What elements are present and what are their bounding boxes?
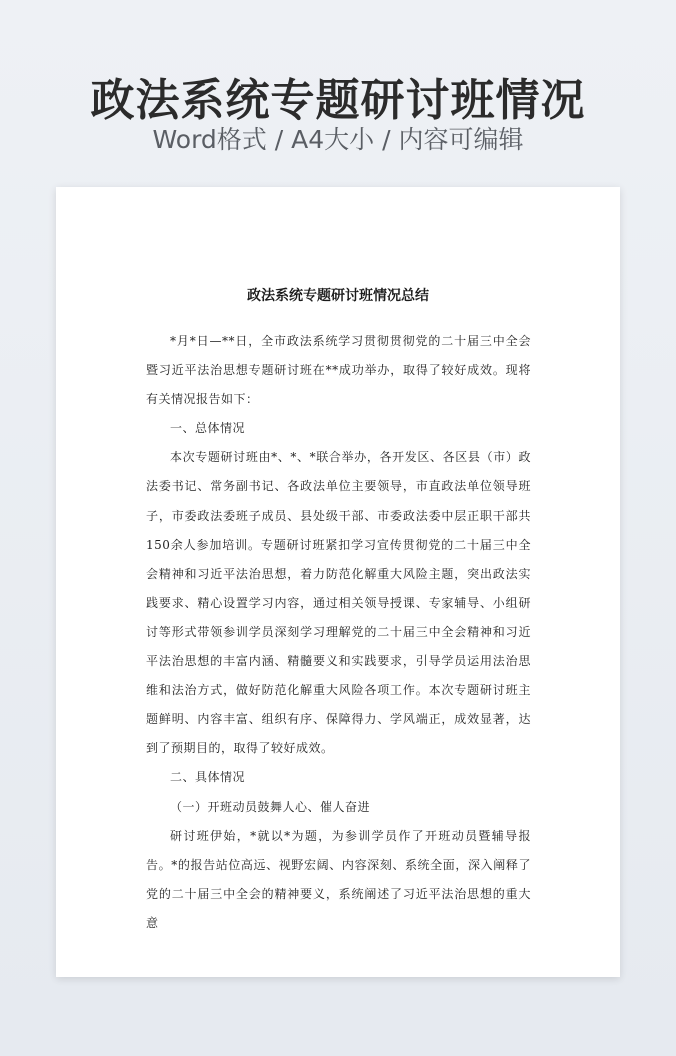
section-heading: 二、具体情况 xyxy=(170,770,246,785)
body-paragraph: 研讨班伊始，*就以*为题，为参训学员作了开班动员暨辅导报告。*的报告站位高远、视野宏阔、内容深刻、系统全面，深入阐释了党的二十届三中全会的精神要义，系统阐述了习近平法治思想的重大意 xyxy=(146,828,531,930)
banner-title: 政法系统专题研讨班情况 xyxy=(90,75,586,126)
intro-paragraph: *月*日—**日，全市政法系统学习贯彻贯彻党的二十届三中全会暨习近平法治思想专题研讨班在**成功举办，取得了较好成效。现将有关情况报告如下： xyxy=(146,334,531,407)
document-title: 政法系统专题研讨班情况总结 xyxy=(247,288,429,304)
document-page xyxy=(56,187,620,977)
section-heading: 一、总体情况 xyxy=(170,421,246,436)
body-paragraph: 本次专题研讨班由*、*、*联合举办，各开发区、各区县（市）政法委书记、常务副书记、各政法单位主要领导，市直政法单位领导班子，市委政法委班子成员、县处级干部、市委政法委中层正职干部共150余人参加培训。专题研讨班紧扣学习宣传贯彻党的二十届三中全会精神和习近平法治思想，着力防范化解重大风险主题，突出政法实践要求、精心设置学习内容，通过相关领导授课、专家辅导、小组研讨等形式带领参训学员深刻学习理解党的二十届三中全会精神和习近平法治思想的丰富内涵、精髓要义和实践要求，引导学员运用法治思维和法治方式，做好防范化解重大风险各项工作。本次专题研讨班主题鲜明、内容丰富、组织有序、保障得力、学风端正，成效显著，达到了预期目的，取得了较好成效。 xyxy=(146,450,531,756)
banner-subtitle: Word格式 / A4大小 / 内容可编辑 xyxy=(152,125,524,154)
document-body xyxy=(146,327,531,938)
subsection-heading: （一）开班动员鼓舞人心、催人奋进 xyxy=(170,799,371,814)
